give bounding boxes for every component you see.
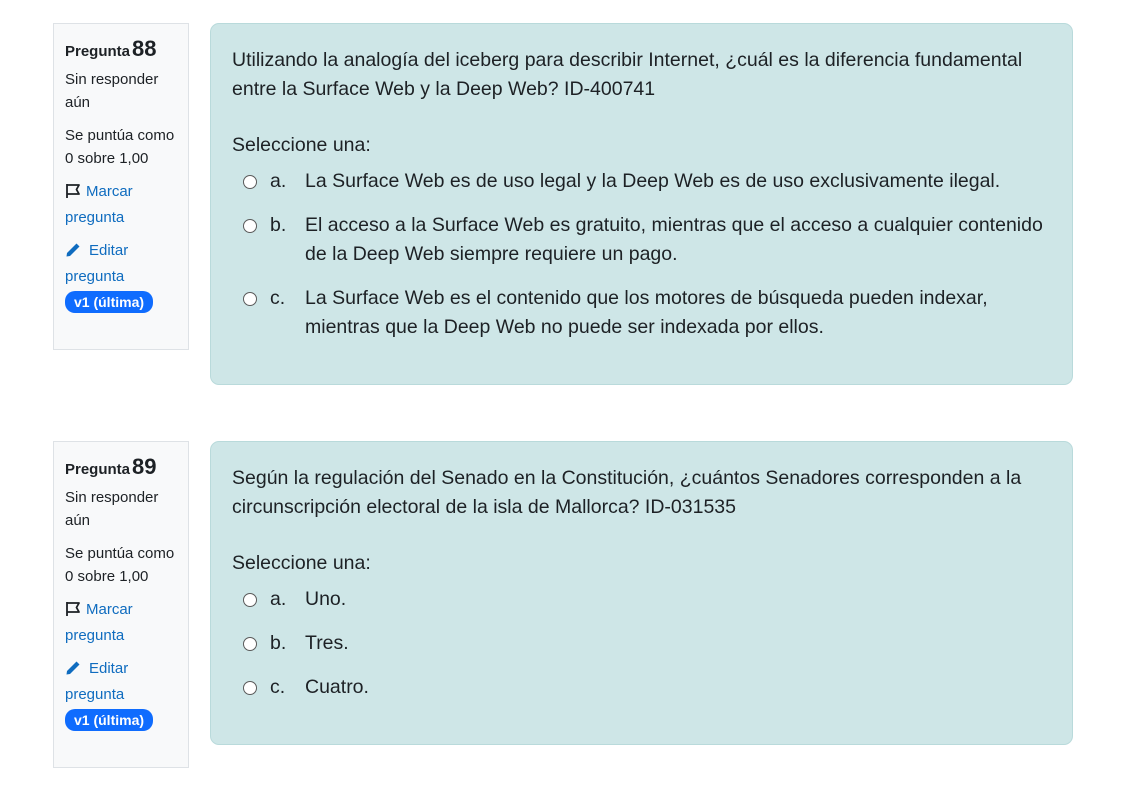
answer-option-b[interactable] [232,211,1052,269]
flag-question-link[interactable]: Marcar pregunta [65,601,133,644]
answer-letter: a. [270,588,287,610]
question-state: Sin responder aún [65,71,159,111]
question-info-panel [53,23,189,350]
answer-option-c[interactable] [232,673,1052,702]
question-text: Según la regulación del Senado en la Constitución, ¿cuántos Senadores corresponden a la circunscripción electoral de la isla de Mallorca? ID-031535 [232,467,1022,518]
edit-question-link[interactable]: Editar pregunta [65,660,129,703]
answer-letter: c. [270,287,286,309]
version-badge: v1 (última) [65,291,153,313]
answer-option-b[interactable] [232,629,1052,658]
answer-prompt: Seleccione una: [232,552,371,574]
answer-prompt: Seleccione una: [232,134,371,156]
answer-list [232,585,1052,702]
answer-letter: a. [270,170,287,192]
pencil-icon [65,660,81,683]
question-grade: Se puntúa como 0 sobre 1,00 [65,127,175,167]
answer-list [232,167,1052,342]
question-content [210,23,1073,385]
flag-icon [65,601,82,624]
question-grade: Se puntúa como 0 sobre 1,00 [65,545,175,585]
question-number: Pregunta89 [65,454,157,479]
radio-button[interactable] [243,681,257,695]
answer-text[interactable]: La Surface Web es el contenido que los motores de búsqueda pueden indexar, mientras que la Deep Web no puede ser indexada por ellos. [305,287,988,338]
answer-text[interactable]: Tres. [305,632,349,654]
edit-question-link[interactable]: Editar pregunta [65,242,129,285]
radio-button[interactable] [243,219,257,233]
flag-question-link[interactable]: Marcar pregunta [65,183,133,226]
answer-letter: c. [270,676,286,698]
answer-text[interactable]: Uno. [305,588,347,610]
question-text: Utilizando la analogía del iceberg para describir Internet, ¿cuál es la diferencia fundamental entre la Surface Web y la Deep Web? ID-400741 [232,49,1023,100]
question-content [210,441,1073,745]
answer-text[interactable]: El acceso a la Surface Web es gratuito, mientras que el acceso a cualquier contenido de la Deep Web siempre requiere un pago. [305,214,1043,265]
question-info-panel [53,441,189,768]
answer-letter: b. [270,214,287,236]
radio-button[interactable] [243,292,257,306]
pencil-icon [65,242,81,265]
answer-letter: b. [270,632,287,654]
answer-text[interactable]: Cuatro. [305,676,369,698]
answer-text[interactable]: La Surface Web es de uso legal y la Deep Web es de uso exclusivamente ilegal. [305,170,1001,192]
radio-button[interactable] [243,637,257,651]
answer-option-a[interactable] [232,585,1052,614]
flag-icon [65,183,82,206]
version-badge: v1 (última) [65,709,153,731]
radio-button[interactable] [243,175,257,189]
question-number: Pregunta88 [65,36,157,61]
radio-button[interactable] [243,593,257,607]
answer-option-c[interactable] [232,284,1052,342]
answer-option-a[interactable] [232,167,1052,196]
question-state: Sin responder aún [65,489,159,529]
